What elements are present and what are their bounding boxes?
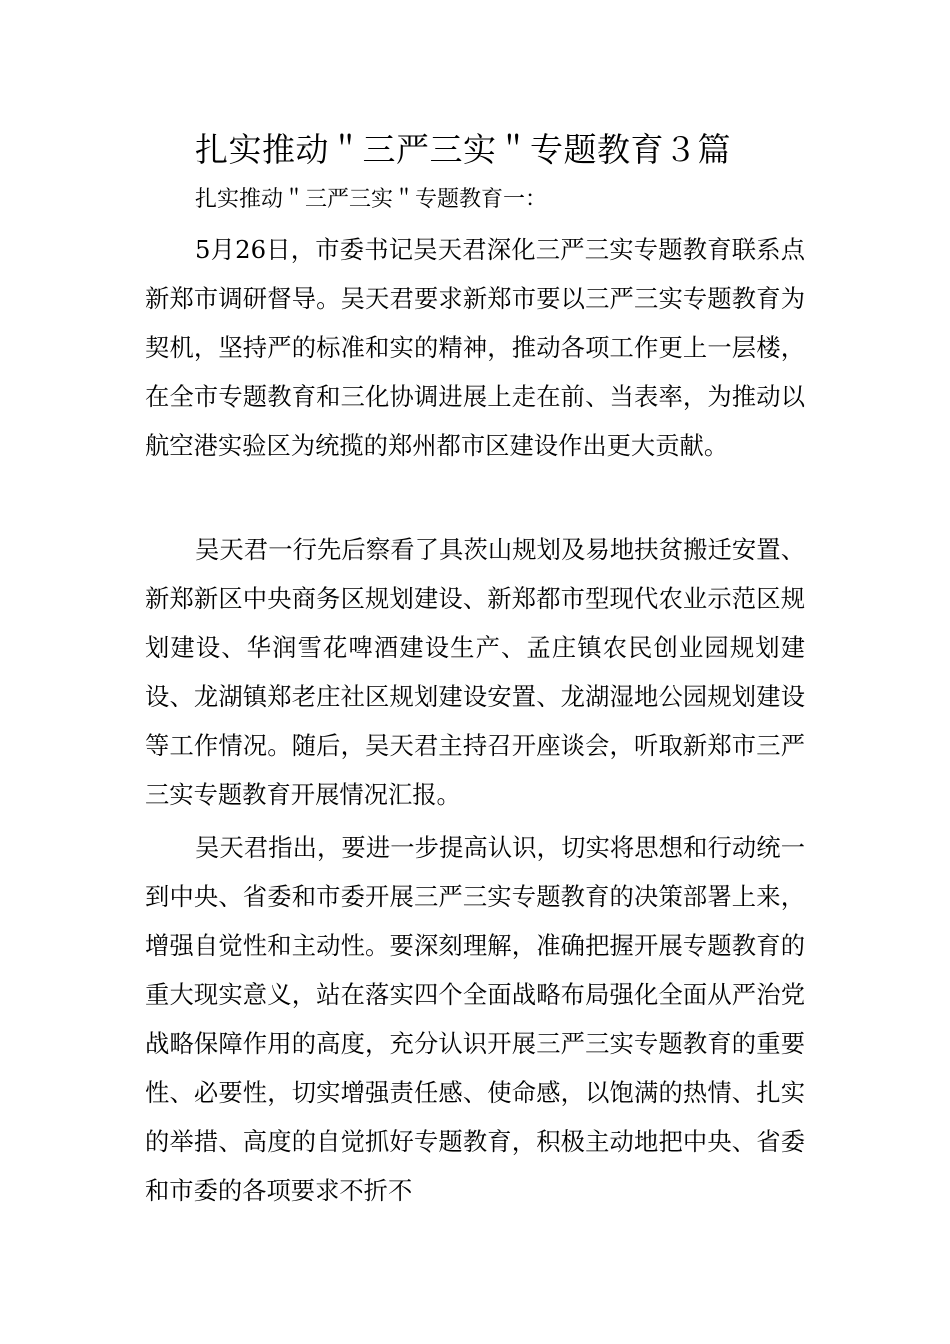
paragraph: 5月26日，市委书记吴天君深化三严三实专题教育联系点新郑市调研督导。吴天君要求新郑市要以三严三实专题教育为契机，坚持严的标准和实的精神，推动各项工作更上一层楼，在全市专题教育和三化协调进展上走在前、当表率，为推动以航空港实验区为统揽的郑州都市区建设作出更大贡献。	[145, 235, 805, 460]
paragraph: 吴天君指出，要进一步提高认识，切实将思想和行动统一到中央、省委和市委开展三严三实专题教育的决策部署上来，增强自觉性和主动性。要深刻理解，准确把握开展专题教育的重大现实意义，站在落实四个全面战略布局强化全面从严治党战略保障作用的高度，充分认识开展三严三实专题教育的重要性、必要性，切实增强责任感、使命感，以饱满的热情、扎实的举措、高度的自觉抓好专题教育，积极主动地把中央、省委和市委的各项要求不折不	[145, 833, 805, 1205]
document-title: 扎实推动＂三严三实＂专题教育３篇	[195, 130, 731, 169]
paragraph: 吴天君一行先后察看了具茨山规划及易地扶贫搬迁安置、新郑新区中央商务区规划建设、新郑都市型现代农业示范区规划建设、华润雪花啤酒建设生产、孟庄镇农民创业园规划建设、龙湖镇郑老庄社区规划建设安置、龙湖湿地公园规划建设等工作情况。随后，吴天君主持召开座谈会，听取新郑市三严三实专题教育开展情况汇报。	[145, 535, 805, 809]
section-heading: 扎实推动＂三严三实＂专题教育一：	[195, 187, 548, 212]
